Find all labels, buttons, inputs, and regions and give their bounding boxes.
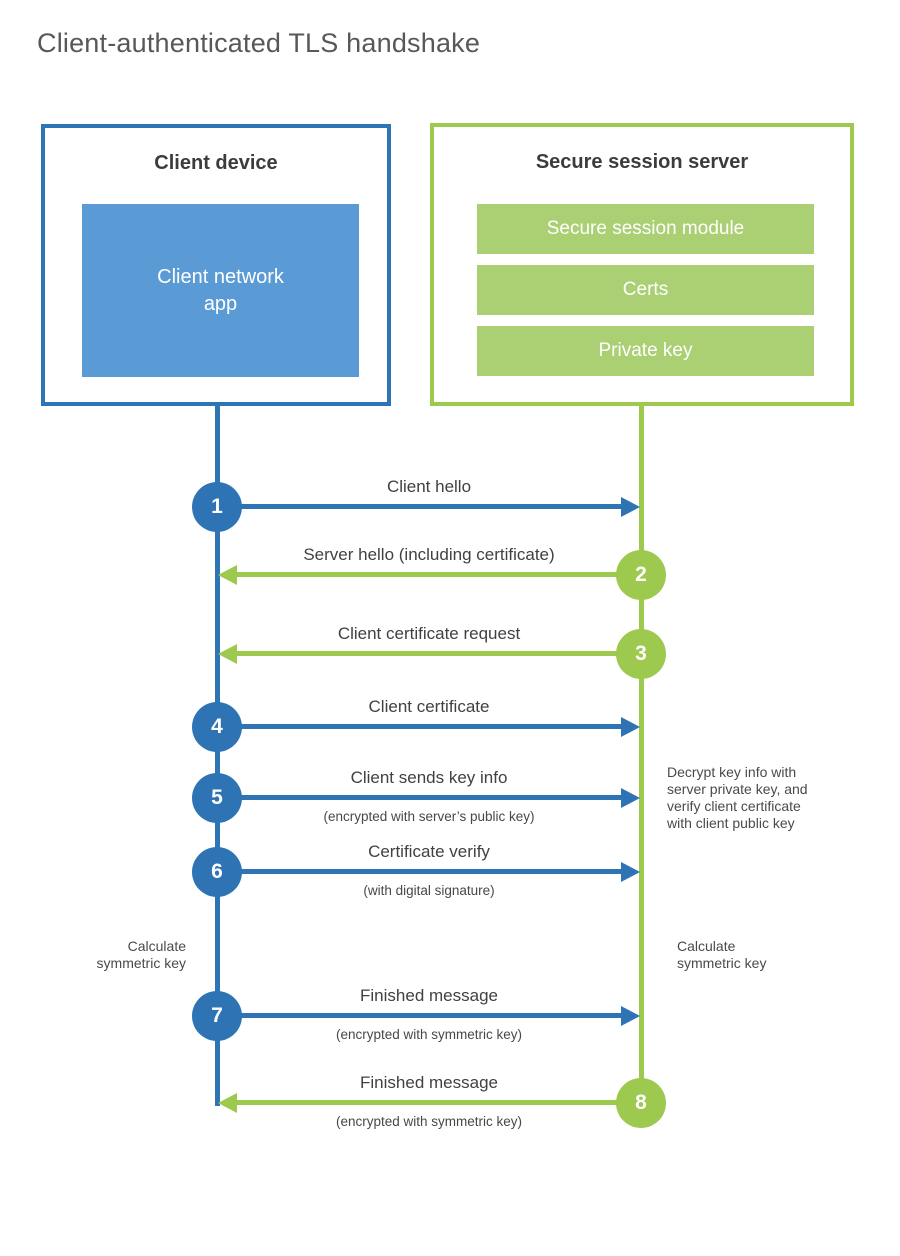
- message-label: Client sends key info: [350, 768, 508, 787]
- step-2-badge: 2: [616, 550, 666, 600]
- arrow-right-icon: [238, 724, 622, 729]
- arrow-right-icon: [238, 1013, 622, 1018]
- message-sublabel: (encrypted with symmetric key): [335, 1027, 523, 1042]
- client-app-label-line1: Client network: [157, 265, 284, 288]
- client-device-title: Client device: [154, 152, 278, 174]
- arrowhead-left-icon: [218, 644, 237, 664]
- server-title: Secure session server: [535, 151, 749, 173]
- decrypt-note-line1: Decrypt key info with: [667, 764, 797, 780]
- message-label: Client certificate request: [337, 624, 521, 643]
- message-sublabel: (with digital signature): [363, 883, 495, 898]
- page-title: Client-authenticated TLS handshake: [37, 28, 481, 58]
- arrow-right-icon: [238, 504, 622, 509]
- calculate-symmetric-key-server-note: Calculate symmetric key: [677, 938, 767, 971]
- step-4-badge: 4: [192, 702, 242, 752]
- message-row-client-certificate: [0, 697, 900, 752]
- message-label: Client hello: [386, 477, 472, 496]
- step-5-badge: 5: [192, 773, 242, 823]
- arrowhead-right-icon: [621, 788, 640, 808]
- message-row-server-hello: [0, 545, 900, 600]
- message-label: Client certificate: [368, 697, 490, 716]
- arrow-left-icon: [237, 572, 621, 577]
- server-module-private-key: Private key: [477, 326, 814, 376]
- arrow-left-icon: [237, 1100, 621, 1105]
- message-sublabel: (encrypted with symmetric key): [335, 1114, 523, 1129]
- decrypt-key-note: [667, 764, 847, 832]
- arrowhead-left-icon: [218, 1093, 237, 1113]
- message-label: Finished message: [360, 986, 498, 1005]
- arrow-left-icon: [237, 651, 621, 656]
- message-row-finished-message-server: [0, 1073, 900, 1129]
- decrypt-note-line3: verify client certificate: [667, 798, 801, 814]
- message-label: Finished message: [360, 1073, 498, 1092]
- message-sublabel: (encrypted with server’s public key): [323, 809, 535, 824]
- secure-session-server-box: [430, 123, 854, 406]
- message-row-client-certificate-request: [0, 624, 900, 679]
- arrow-right-icon: [238, 795, 622, 800]
- step-3-badge: 3: [616, 629, 666, 679]
- message-row-certificate-verify: [0, 842, 900, 898]
- step-1-badge: 1: [192, 482, 242, 532]
- arrow-right-icon: [238, 869, 622, 874]
- server-module-certs: Certs: [477, 265, 814, 315]
- client-network-app-box: [82, 204, 359, 377]
- arrowhead-right-icon: [621, 497, 640, 517]
- message-row-finished-message-client: [0, 986, 900, 1042]
- arrowhead-left-icon: [218, 565, 237, 585]
- client-device-box: [41, 124, 391, 406]
- decrypt-note-line2: server private key, and: [667, 781, 808, 797]
- message-label: Certificate verify: [368, 842, 490, 861]
- step-7-badge: 7: [192, 991, 242, 1041]
- arrowhead-right-icon: [621, 1006, 640, 1026]
- decrypt-note-line4: with client public key: [667, 815, 795, 831]
- arrowhead-right-icon: [621, 862, 640, 882]
- client-app-label-line2: app: [203, 292, 238, 315]
- message-label: Server hello (including certificate): [303, 545, 555, 564]
- calculate-symmetric-key-client-note: Calculate symmetric key: [96, 938, 186, 971]
- server-module-secure-session: Secure session module: [477, 204, 814, 254]
- message-row-client-hello: [0, 477, 900, 532]
- step-6-badge: 6: [192, 847, 242, 897]
- arrowhead-right-icon: [621, 717, 640, 737]
- step-8-badge: 8: [616, 1078, 666, 1128]
